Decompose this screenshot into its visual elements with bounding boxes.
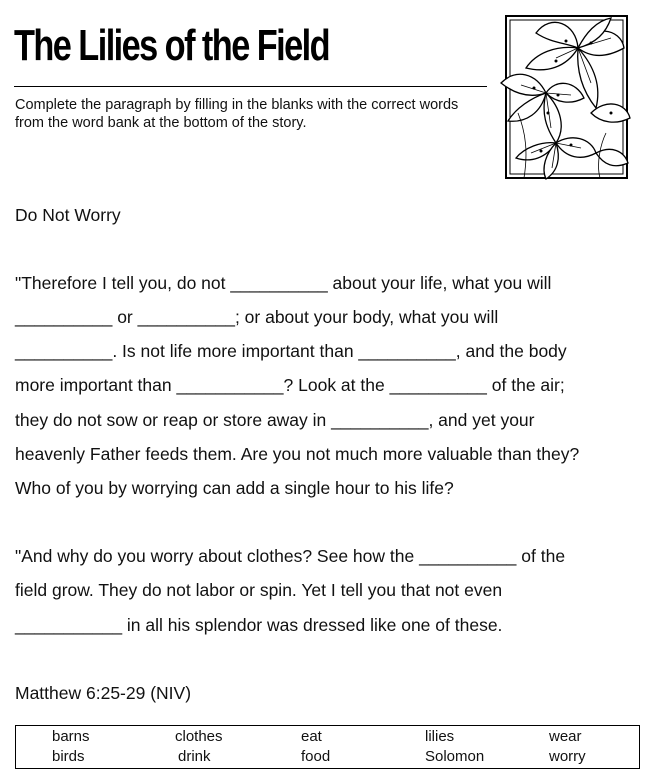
scripture-citation: Matthew 6:25-29 (NIV) — [15, 683, 192, 703]
word-bank-item: barns — [52, 728, 90, 745]
word-bank-item: worry — [549, 748, 586, 765]
word-bank-item: food — [301, 748, 331, 765]
story-line: "And why do you worry about clothes? See how the __________ of the — [15, 546, 566, 566]
word-bank-item: Solomon — [425, 748, 485, 765]
story-line: they do not sow or reap or store away in __________, and yet your — [15, 410, 535, 430]
word-bank-item: birds — [52, 748, 85, 765]
word-bank-item: eat — [301, 728, 322, 745]
word-bank-item: clothes — [175, 728, 223, 745]
story-line: more important than ___________? Look at the __________ of the air; — [15, 375, 565, 395]
word-bank — [15, 725, 640, 769]
story-heading: Do Not Worry — [15, 205, 121, 225]
instructions-text: Complete the paragraph by filling in the blanks with the correct words from the word bank at the bottom of the story. — [15, 97, 459, 131]
story-line: "Therefore I tell you, do not __________ about your life, what you will — [15, 273, 552, 293]
story-line: __________ or __________; or about your body, what you will — [15, 307, 499, 327]
story-line: __________. Is not life more important than __________, and the body — [15, 341, 567, 361]
lily-flower-icon — [496, 13, 632, 183]
word-bank-item: drink — [178, 748, 211, 765]
word-bank-item: wear — [549, 728, 582, 745]
word-bank-item: lilies — [425, 728, 455, 745]
page-title: The Lilies of the Field — [14, 21, 329, 70]
story-line: ___________ in all his splendor was dressed like one of these. — [15, 615, 503, 635]
story-line: field grow. They do not labor or spin. Yet I tell you that not even — [15, 580, 503, 600]
story-line: Who of you by worrying can add a single hour to his life? — [15, 478, 454, 498]
title-underline — [14, 86, 487, 87]
story-line: heavenly Father feeds them. Are you not much more valuable than they? — [15, 444, 580, 464]
